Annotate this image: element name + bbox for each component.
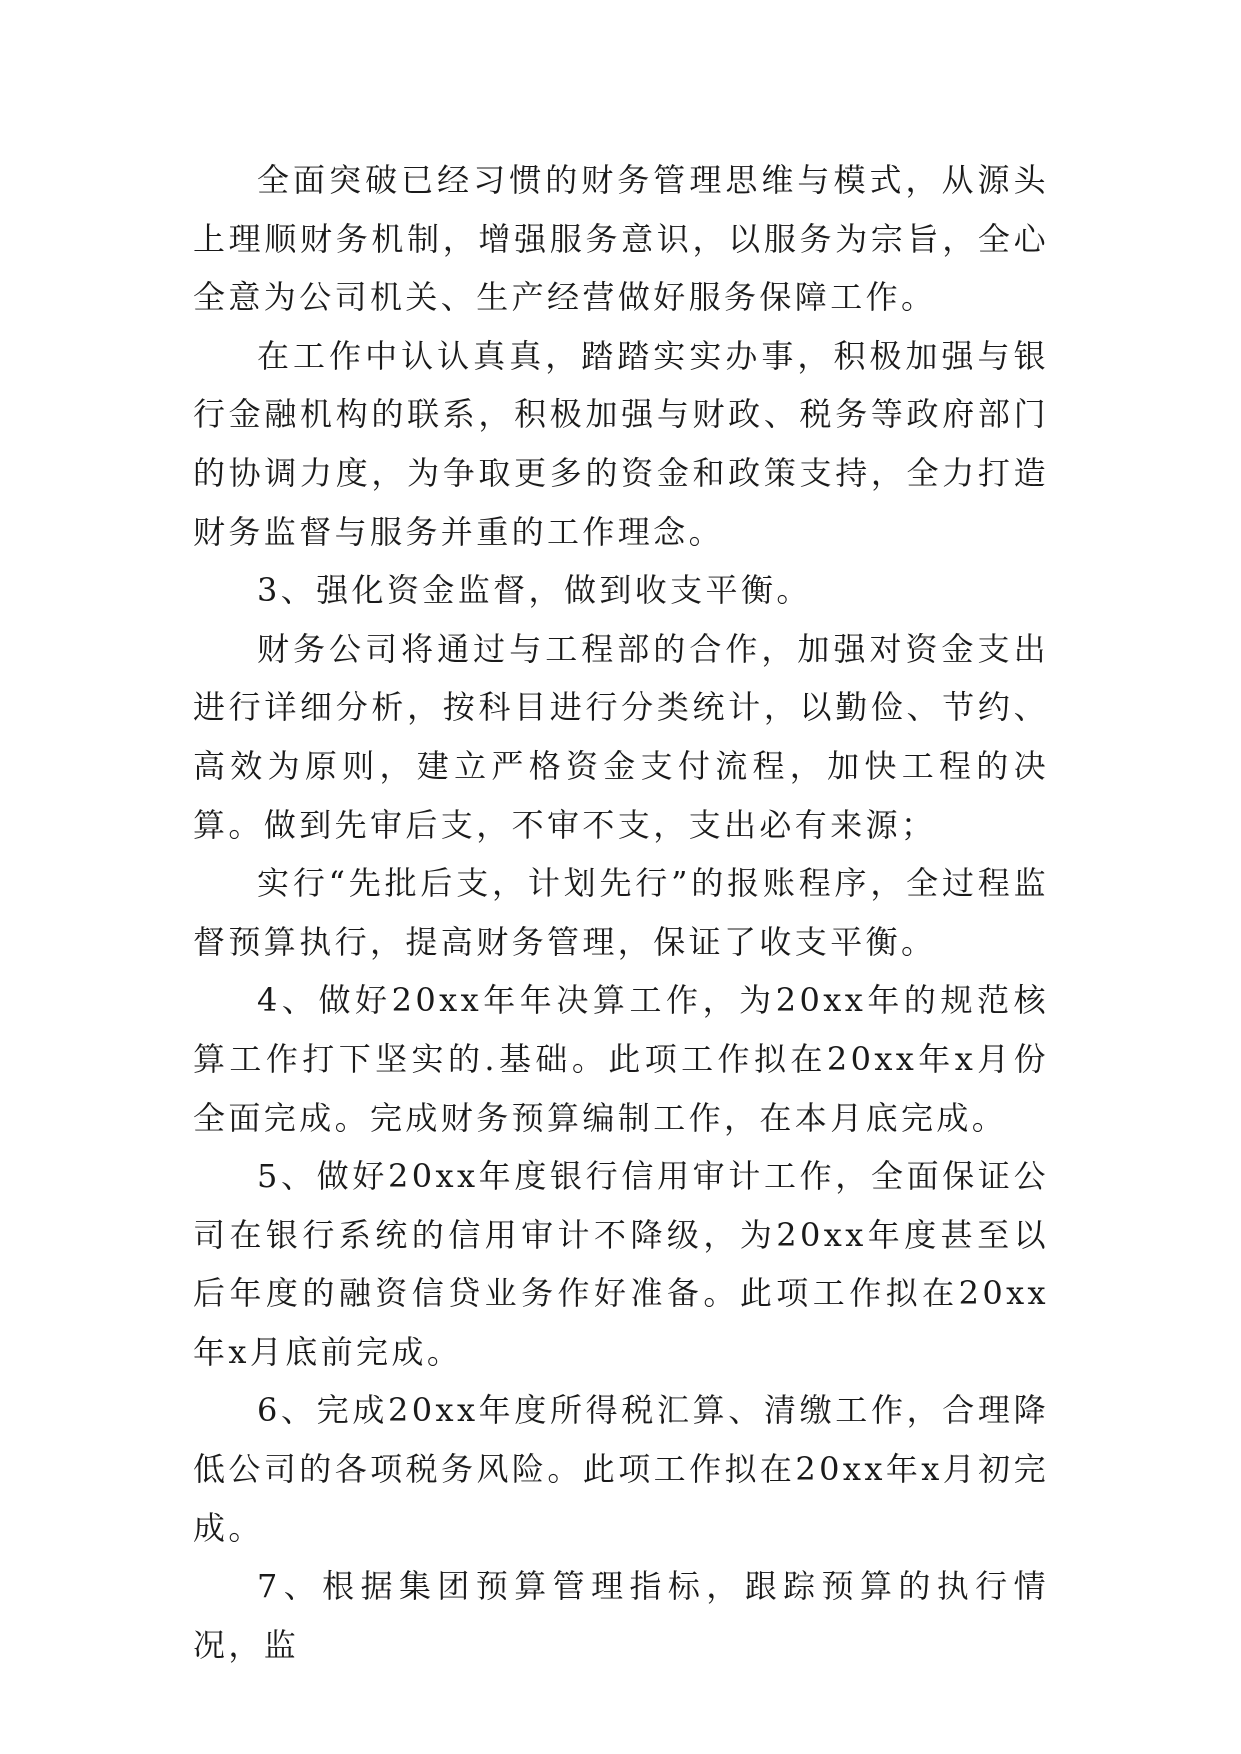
paragraph-item-4-final-accounts: 4、做好20xx年年决算工作，为20xx年的规范核算工作打下坚实的.基础。此项工作拟在20xx年x月份全面完成。完成财务预算编制工作，在本月底完成。 — [193, 981, 1049, 1137]
paragraph-item-6-income-tax: 6、完成20xx年度所得税汇算、清缴工作，合理降低公司的各项税务风险。此项工作拟在20xx年x月初完成。 — [193, 1391, 1049, 1547]
document-body — [193, 151, 1049, 1674]
paragraph-work-attitude: 在工作中认认真真，踏踏实实办事，积极加强与银行金融机构的联系，积极加强与财政、税务等政府部门的协调力度，为争取更多的资金和政策支持，全力打造财务监督与服务并重的工作理念。 — [193, 336, 1049, 551]
paragraph-item-5-credit-audit: 5、做好20xx年度银行信用审计工作，全面保证公司在银行系统的信用审计不降级，为20xx年度甚至以后年度的融资信贷业务作好准备。此项工作拟在20xx年x月底前完成。 — [193, 1157, 1049, 1371]
paragraph-item-3-heading: 3、强化资金监督，做到收支平衡。 — [257, 571, 812, 610]
paragraph-item-7-budget-tracking: 7、根据集团预算管理指标，跟踪预算的执行情况，监 — [193, 1567, 1049, 1664]
paragraph-fund-supervision: 财务公司将通过与工程部的合作，加强对资金支出进行详细分析，按科目进行分类统计，以勤俭、节约、高效为原则，建立严格资金支付流程，加快工程的决算。做到先审后支，不审不支，支出必有来源； — [193, 629, 1049, 844]
paragraph-finance-thinking: 全面突破已经习惯的财务管理思维与模式，从源头上理顺财务机制，增强服务意识，以服务为宗旨，全心全意为公司机关、生产经营做好服务保障工作。 — [193, 161, 1049, 317]
paragraph-reimbursement-procedure: 实行“先批后支，计划先行”的报账程序，全过程监督预算执行，提高财务管理，保证了收支平衡。 — [193, 864, 1049, 961]
